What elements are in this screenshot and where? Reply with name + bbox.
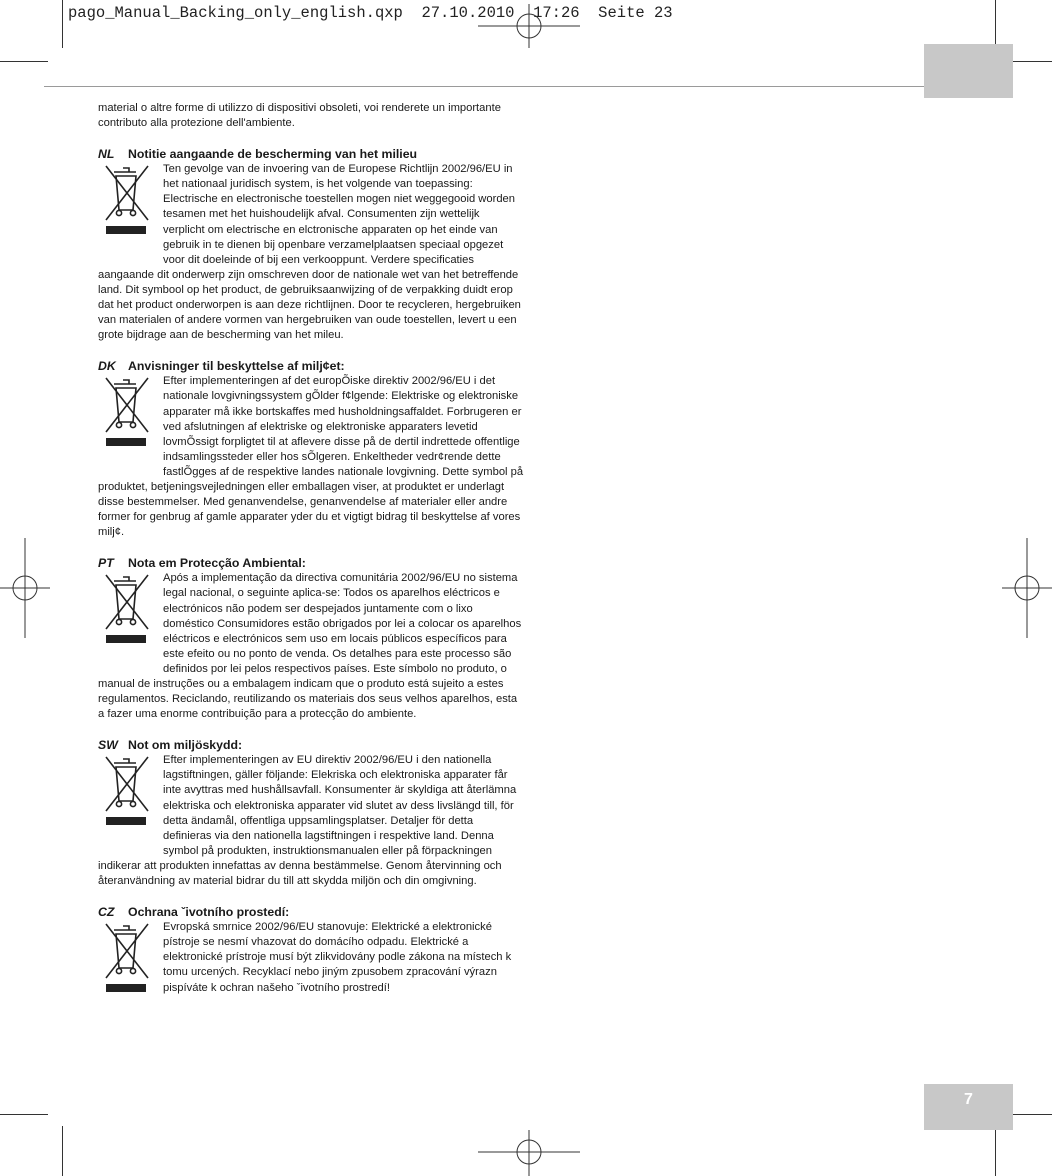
crop-mark [995, 0, 996, 48]
section-title: Anvisninger til beskyttelse af milj¢et: [128, 359, 345, 374]
section-body: Ten gevolge van de invoering van de Europese Richtlijn 2002/96/EU in het nationaal juridisch system, is het volgende van toepassing: Electrische en electronische toestellen mogen niet weggegooid worden tesamen met het huishoudelijk afval. Consumenten zijn wettelijk verplicht om electrische en elctronische apparaten op het einde van gebruik in te dienen bij openbare verzamelplaatsen speciaal opgezet voor dit doeleinde of bij een verkooppunt. Verdere specificaties aangaande dit onderwerp zijn omschreven door de nationale wet van het betreffende land. Dit symbool op het product, de gebruiksaanwijzing of de verpakking duidt erop dat het product onderworpen is aan deze richtlijnen. Door te recycleren, hergebruiken van materialen of andere vormen van hergebruiken van oude toestellen, levert u een grote bijdrage aan de bescherming van het mileu. [98, 163, 521, 342]
intro-paragraph: material o altre forme di utilizzo di dispositivi obsoleti, voi renderete un importante contributo alla protezione dell'ambiente. [98, 102, 501, 130]
section-dk [98, 359, 524, 540]
section-nl [98, 147, 524, 343]
registration-mark-top [478, 4, 580, 48]
section-title: Ochrana ˇivotního prostedí: [128, 905, 290, 920]
section-sw [98, 738, 524, 889]
language-code: NL [98, 147, 115, 162]
language-code: DK [98, 359, 116, 374]
section-heading [98, 738, 524, 753]
section-heading [98, 147, 524, 162]
section-title: Nota em Protecção Ambiental: [128, 556, 306, 571]
weee-crossed-bin-icon [104, 376, 154, 466]
text-column [98, 101, 524, 1012]
registration-mark-bottom [478, 1130, 580, 1176]
section-body: Evropská smrnice 2002/96/EU stanovuje: Elektrické a elektronické pístroje se nesmí vhazovat do domácího odpadu. Elektrické a elektronické prístroje musí být zlikvidovány podle zákona na místech k tomu urcených. Recyklací nebo jiným zpusobem zpracování výrazn pispíváte k ochran našeho ˇivotního prostredí! [163, 921, 512, 994]
weee-crossed-bin-icon [104, 755, 154, 845]
weee-crossed-bin-icon [104, 164, 154, 254]
section-body: Efter implementeringen av EU direktiv 2002/96/EU i den nationella lagstiftningen, gäller följande: Elekriska och elektroniska apparater får inte avyttras med hushållsavfall. Konsumenter är skyldiga att återlämna elektriska och elektroniska apparater vid slutet av dess livslängd till, för detta ändamål, offentliga uppsamlingsplatser. Detaljer för detta definieras via den nationella lagstiftningen i respektive land. Denna symbol på produkten, instruktionsmanualen eller på förpackningen indikerar att produkten innefattas av denna bestämmelse. Genom återvinning och återanvändning av material bidrar du till att skydda miljön och din omgivning. [98, 754, 517, 888]
language-code: PT [98, 556, 114, 571]
section-heading [98, 359, 524, 374]
crop-mark [0, 61, 48, 62]
section-title: Not om miljöskydd: [128, 738, 243, 753]
section-body: Após a implementação da directiva comunitária 2002/96/EU no sistema legal nacional, o seguinte aplica-se: Todos os aparelhos eléctricos e electrónicos não podem ser despejados juntamente com o lixo doméstico Consumidores estão obrigados por lei a colocar os aparelhos eléctricos e electrónicos sem uso em locais públicos específicos para este efeito ou no ponto de venda. Os detalhes para este processo são definidos por lei pelos respectivos países. Este símbolo no produto, o manual de instruções ou a embalagem indicam que o produto está sujeito a estes regulamentos. Reciclando, reutilizando os materiais dos seus velhos aparelhos, esta a fazer uma enorme contribuição para a protecção do ambiente. [98, 572, 522, 721]
language-code: SW [98, 738, 118, 753]
registration-mark-left [0, 538, 50, 638]
crop-mark [62, 1126, 63, 1176]
weee-crossed-bin-icon [104, 573, 154, 663]
section-pt [98, 556, 524, 722]
section-body: Efter implementeringen af det europÕiske direktiv 2002/96/EU i det nationale lovgivningssystem gÕlder f¢lgende: Elektriske og elektroniske apparater må ikke bortskaffes med husholdningsaffaldet. Forbrugeren er ved afslutningen af elektriske og elektroniske apparaters levetid lovmÕssigt forpligtet til at aflevere disse på de dertil indrettede offentlige indsamlingssteder eller hos sÕlgeren. Enkeltheder vedr¢rende dette fastlÕgges af de respektive landes nationale lovgivning. Dette symbol på produktet, betjeningsvejledningen eller emballagen viser, at produktet er underlagt disse bestemmelser. Med genanvendelse, genanvendelse af materialer eller andre former for genbrug af gamle apparater yder du et vigtigt bidrag til beskyttelse af vores milj¢. [98, 375, 524, 539]
crop-mark [62, 0, 63, 48]
page-number: 7 [924, 1084, 1013, 1130]
registration-mark-right [1002, 538, 1052, 638]
print-slug: pago_Manual_Backing_only_english.qxp 27.10.2010 17:26 Seite 23 [68, 4, 673, 22]
header-tab [924, 44, 1013, 98]
crop-mark [0, 1114, 48, 1115]
section-heading [98, 556, 524, 571]
section-title: Notitie aangaande de bescherming van het milieu [128, 147, 418, 162]
section-cz [98, 905, 524, 995]
header-rule [44, 86, 926, 87]
weee-crossed-bin-icon [104, 922, 154, 1012]
section-heading [98, 905, 524, 920]
crop-mark [995, 1126, 996, 1176]
language-code: CZ [98, 905, 115, 920]
